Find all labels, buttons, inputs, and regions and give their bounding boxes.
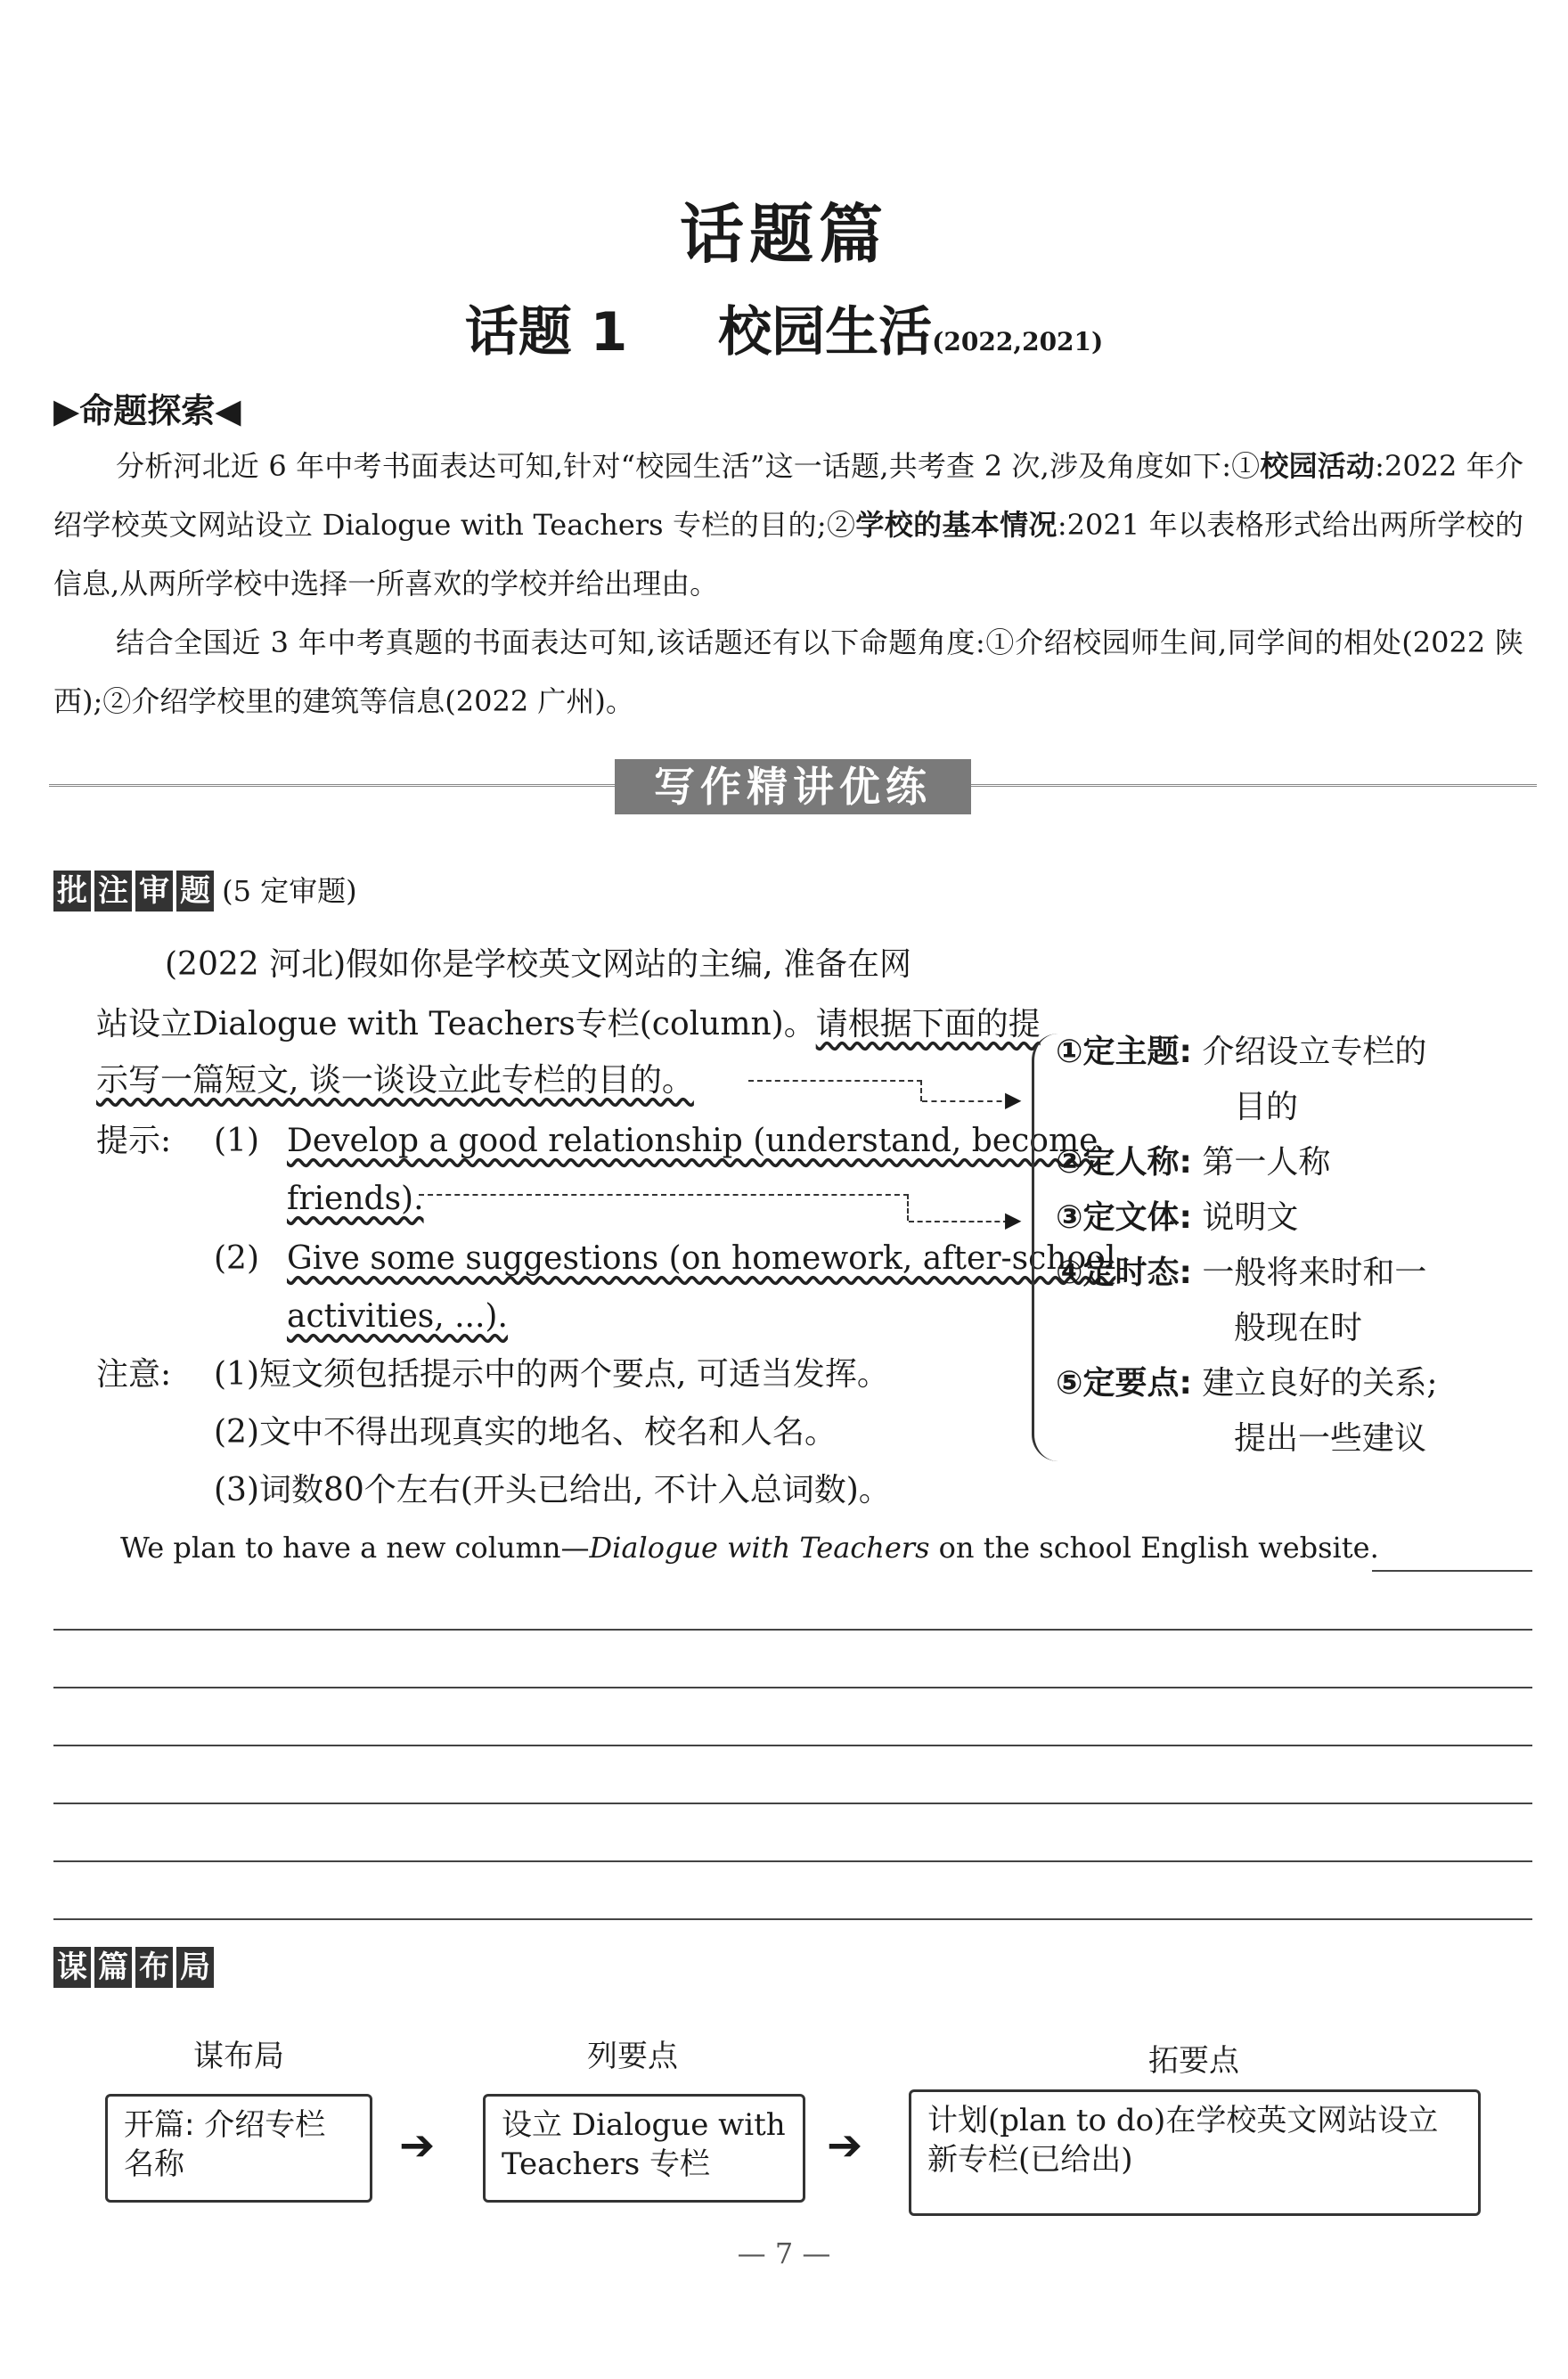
annotate-subtitle: (5 定审题) [222,874,357,908]
point-value-cont: 目的 [1234,1089,1299,1125]
tag-char: 注 [94,871,132,912]
tag-char: 题 [176,871,214,912]
hint-1-b: friends). [287,1181,424,1217]
point-value: 介绍设立专栏的 [1202,1034,1427,1070]
hint-2-b: activities, ...). [287,1298,508,1335]
writing-line[interactable] [53,1687,1532,1688]
topic-name: 校园生活 [718,301,933,364]
p1-text-c: :2022 年介绍学校英文网站设立 Dialogue with Teachers 专栏的目的;② [53,449,1523,542]
task-line-1: (2022 河北)假如你是学校英文网站的主编, 准备在网 [165,946,912,983]
point-item [1056,1356,1437,1411]
p1-text-a: 分析河北近 6 年中考书面表达可知,针对“校园生活”这一话题,共考查 2 次,涉及角度如下:① [116,449,1261,483]
point-value: 说明文 [1202,1199,1299,1236]
flow-box-3: 计划(plan to do)在学校英文网站设立新专栏(已给出) [909,2089,1481,2216]
note-label: 注意: [96,1356,172,1393]
arrow-right-icon: ➔ [827,2121,863,2171]
point-item [1056,1246,1437,1301]
point-value-cont: 般现在时 [1234,1310,1363,1346]
p1-text-d: :2021 年以表格形式给出两所学校的信息,从两所学校中选择一所喜欢的学校并给出理由。 [53,508,1523,601]
task-line-2a: 站设立Dialogue with Teachers专栏(column)。 [96,1006,816,1042]
hint-2-line-a [287,1230,1115,1288]
hint-1-line-b [287,1170,424,1229]
page-number: — 7 — [737,2236,831,2270]
task-line-3-text: 示写一篇短文, 谈一谈设立此专栏的目的。 [96,1062,694,1099]
task-line-2b: 请根据下面的提 [815,1006,1041,1042]
point-key: ①定主题: [1056,1034,1192,1070]
connector-line [909,1221,1009,1222]
hint-1-a: Develop a good relationship (understand, become [287,1123,1098,1159]
point-key: ⑤定要点: [1056,1365,1192,1402]
section-heading-exploration: ▶命题探索◀ [53,391,241,430]
opening-text-b: on the school English website. [929,1531,1379,1565]
flow-label-1: 谋布局 [193,2039,284,2074]
annotate-header [53,869,357,912]
point-item [1056,1190,1437,1246]
note-3: (3)词数80个左右(开头已给出, 不计入总词数)。 [214,1472,891,1508]
tag-char: 批 [53,871,91,912]
point-value: 建立良好的关系; [1202,1365,1438,1402]
tag-char: 篇 [94,1947,132,1988]
point-key: ②定人称: [1056,1144,1192,1181]
writing-line[interactable] [53,1860,1532,1862]
opening-sentence [120,1531,1379,1565]
five-points-list [1056,1025,1437,1467]
tag-char: 局 [176,1947,214,1988]
exploration-paragraph-2: 结合全国近 3 年中考真题的书面表达可知,该话题还有以下命题角度:①介绍校园师生间,同学间的相处(2022 陕西);②介绍学校里的建筑等信息(2022 广州)。 [53,625,1523,718]
arrow-right-icon: ➔ [399,2121,436,2171]
flow-box-2: 设立 Dialogue with Teachers 专栏 [483,2094,805,2203]
point-value: 第一人称 [1202,1144,1331,1181]
topic-label: 话题 1 [464,301,628,364]
connector-line [748,1080,922,1082]
tag-char: 谋 [53,1947,91,1988]
hint-1-number: (1) [214,1123,259,1159]
hint-2-number: (2) [214,1240,259,1277]
tag-char: 布 [135,1947,173,1988]
exploration-paragraph-1 [53,437,1523,613]
opening-text-a: We plan to have a new column— [120,1531,590,1565]
arrowhead-icon: ▶ [1005,1207,1022,1232]
point-value-cont: 提出一些建议 [1234,1420,1427,1457]
connector-line [922,1100,1011,1102]
point-key: ④定时态: [1056,1255,1192,1291]
connector-line [920,1080,922,1101]
writing-line[interactable] [1372,1570,1532,1572]
layout-header [53,1947,217,1988]
task-line-2 [96,995,1041,1054]
point-value: 一般将来时和一 [1202,1255,1427,1291]
note-1: (1)短文须包括提示中的两个要点, 可适当发挥。 [214,1356,889,1393]
hint-2-line-b [287,1288,508,1346]
topic-years: (2022,2021) [932,327,1104,356]
hint-1-line-a [287,1112,1098,1171]
section-banner: 写作精讲优练 [615,759,971,814]
tag-char: 审 [135,871,173,912]
flow-label-3: 拓要点 [1148,2043,1239,2079]
hint-2-a: Give some suggestions (on homework, after-school [287,1240,1116,1277]
writing-line[interactable] [53,1803,1532,1804]
point-key: ③定文体: [1056,1199,1192,1236]
task-line-3 [96,1051,694,1110]
page-title: 话题篇 [679,197,888,272]
flow-box-1: 开篇: 介绍专栏名称 [105,2094,372,2203]
connector-line [419,1194,909,1196]
connector-line [907,1194,909,1221]
topic-title [0,290,1568,366]
writing-line[interactable] [53,1918,1532,1920]
writing-line[interactable] [53,1745,1532,1746]
p1-bold-1: 校园活动 [1260,449,1376,483]
p1-bold-2: 学校的基本情况 [855,508,1058,542]
point-item [1056,1025,1437,1080]
writing-line[interactable] [53,1629,1532,1631]
flow-label-2: 列要点 [587,2039,678,2074]
arrowhead-icon: ▶ [1005,1087,1022,1112]
point-item [1056,1135,1437,1190]
hint-label: 提示: [96,1123,172,1159]
opening-text-italic: Dialogue with Teachers [589,1531,930,1565]
note-2: (2)文中不得出现真实的地名、校名和人名。 [214,1414,837,1451]
